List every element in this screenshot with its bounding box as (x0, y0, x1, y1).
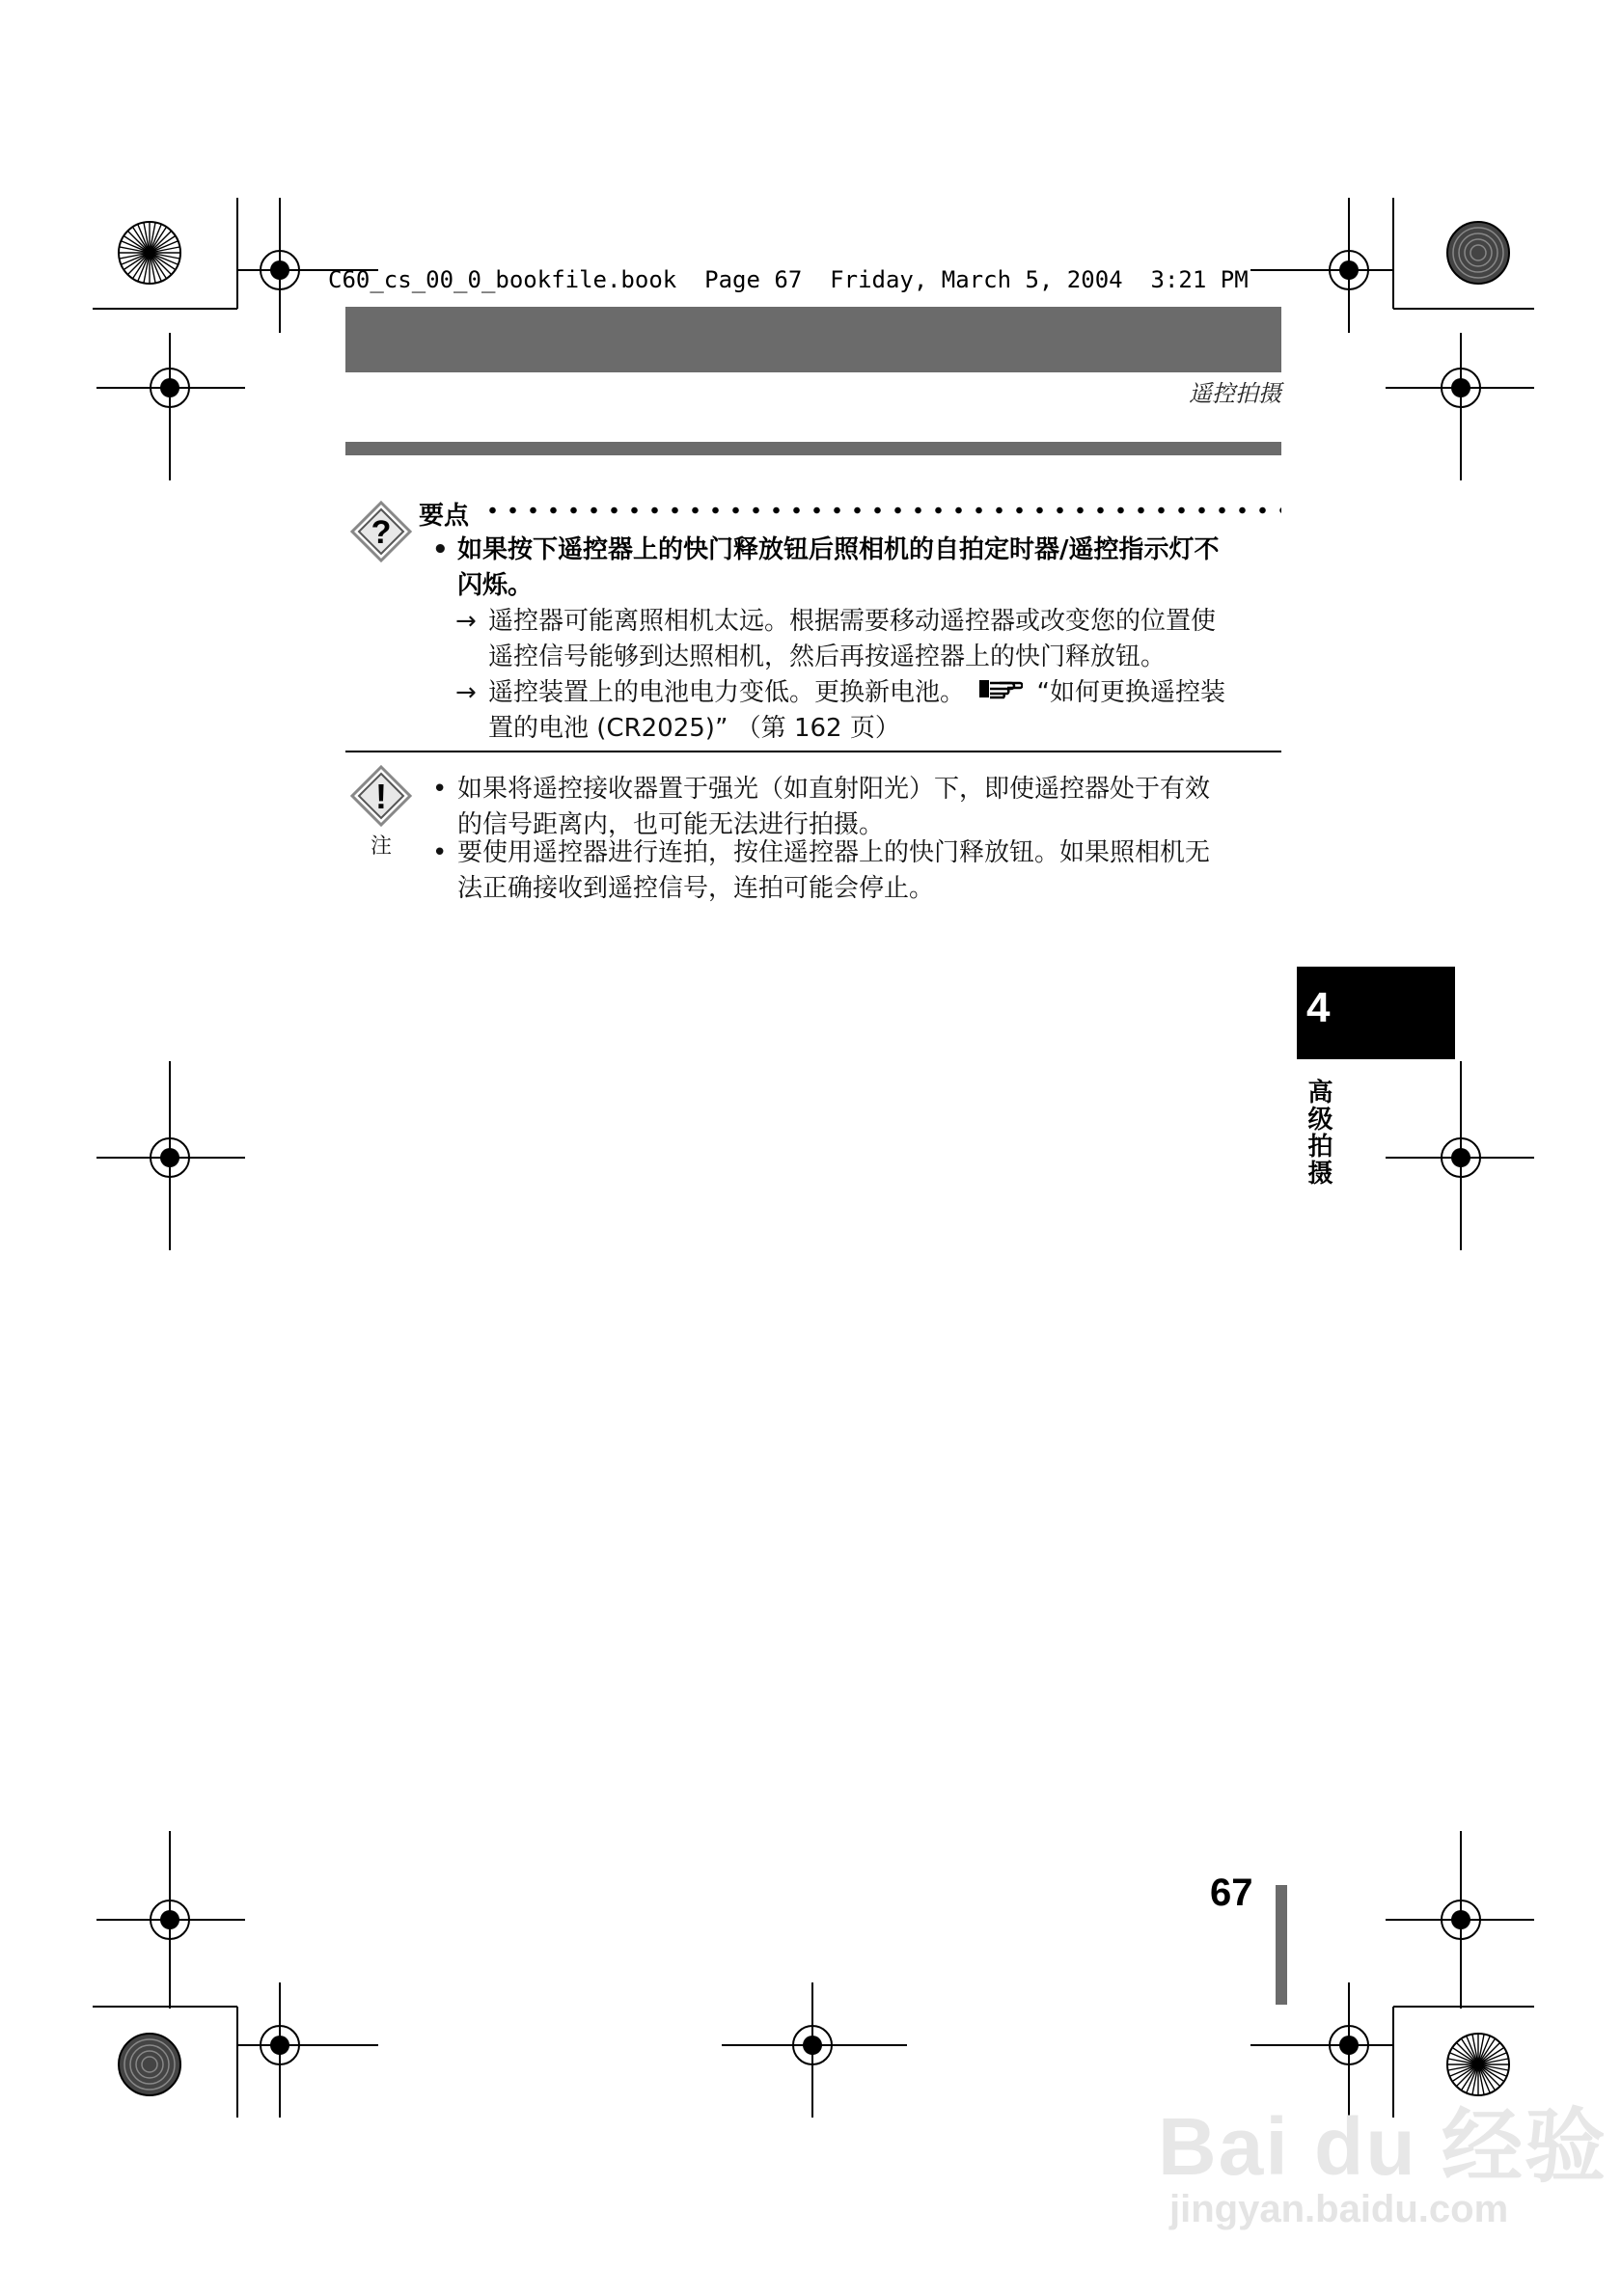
tip-solution-line: 置的电池 (CR2025)” （第 162 页） (488, 714, 900, 743)
section-divider (345, 751, 1281, 752)
note-item-line: 要使用遥控器进行连拍，按住遥控器上的快门释放钮。如果照相机无 (457, 838, 1211, 867)
tip-problem (457, 533, 1287, 604)
note-label: 注 (371, 834, 393, 859)
header-rule (345, 442, 1281, 455)
page-number-bar (1276, 1885, 1287, 2005)
note-item-line: 如果将遥控接收器置于强光（如直射阳光）下，即使遥控器处于有效 (457, 775, 1211, 804)
tip-problem-line: 如果按下遥控器上的快门释放钮后照相机的自拍定时器/遥控指示灯不 (457, 535, 1220, 564)
tip-solution-line: 遥控器可能离照相机太远。根据需要移动遥控器或改变您的位置使 (488, 607, 1217, 636)
chapter-number: 4 (1306, 984, 1331, 1031)
solution-arrow: → (455, 678, 477, 707)
question-diamond-icon (349, 500, 413, 563)
pointing-hand-icon (978, 675, 1023, 711)
watermark-url: jingyan.baidu.com (1169, 2188, 1509, 2230)
header-band (345, 307, 1281, 372)
tip-heading: 要点 (419, 502, 470, 531)
page-number: 67 (1210, 1872, 1253, 1914)
note-item-line: 法正确接收到遥控信号，连拍可能会停止。 (457, 874, 935, 903)
watermark-logo: Bai du 经验 (1158, 2101, 1608, 2192)
svg-text:!: ! (375, 777, 387, 816)
file-info-header: C60_cs_00_0_bookfile.book Page 67 Friday, March 5, 2004 3:21 PM (328, 266, 1249, 293)
tip-dotted-rule (482, 506, 1281, 514)
tip-bullet: • (432, 535, 449, 564)
solution-arrow: → (455, 607, 477, 636)
tip-problem-line: 闪烁。 (457, 571, 534, 600)
note-bullet: • (432, 838, 448, 867)
tip-solution (488, 604, 1289, 675)
reference-link[interactable]: “如何更换遥控装 (1036, 678, 1226, 707)
note-item (457, 772, 1287, 843)
tip-solution-text: 遥控装置上的电池电力变低。更换新电池。 (488, 678, 966, 707)
exclamation-diamond-icon (349, 764, 413, 828)
svg-text:?: ? (371, 514, 392, 551)
note-item (457, 835, 1287, 907)
tip-solution-line (488, 675, 1289, 711)
section-title: 遥控拍摄 (1189, 380, 1281, 407)
note-bullet: • (432, 775, 448, 804)
chapter-name: 高级拍摄 (1304, 1079, 1333, 1187)
tip-solution (488, 675, 1289, 747)
tip-solution-line: 遥控信号能够到达照相机，然后再按遥控器上的快门释放钮。 (488, 642, 1167, 671)
note-item-line: 的信号距离内，也可能无法进行拍摄。 (457, 810, 885, 839)
